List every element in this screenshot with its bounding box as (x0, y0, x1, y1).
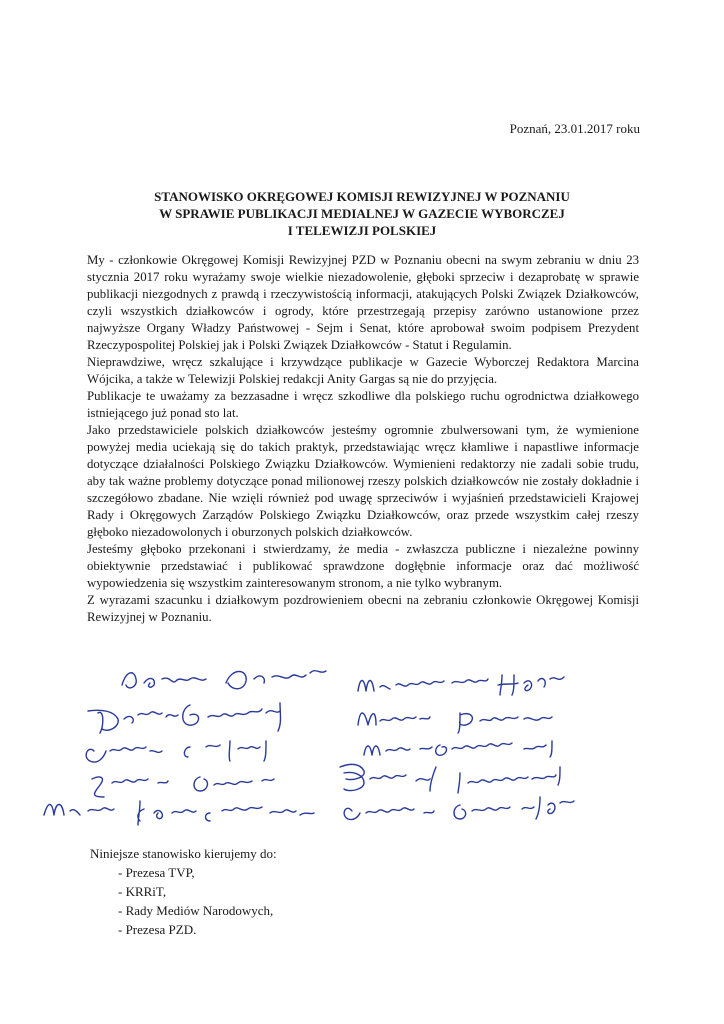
document-title (90, 188, 634, 239)
date-line: Poznań, 23.01.2017 roku (509, 121, 640, 136)
recipients-list (90, 863, 277, 939)
signature-left-5 (44, 801, 314, 825)
body-paragraph-2: Nieprawdziwe, wręcz szkalujące i krzywdzące publikacje w Gazecie Wyborczej Redaktora Marcina Wójcika, a także w Telewizji Polskiej redakcji Anity Gargas są nie do przyjęcia. (87, 355, 639, 386)
document-body (87, 252, 639, 626)
signature-right-2 (358, 713, 552, 733)
recipient-item: - Rady Mediów Narodowych, (118, 903, 274, 918)
signature-left-2 (88, 703, 281, 733)
title-line-2: W SPRAWIE PUBLIKACJI MEDIALNEJ W GAZECIE WYBORCZEJ (159, 206, 565, 221)
signature-right-3 (364, 741, 552, 757)
recipient-item: - KRRiT, (118, 884, 167, 899)
recipients-intro: Niniejsze stanowisko kierujemy do: (90, 846, 277, 861)
signature-left-4 (92, 777, 274, 797)
handwritten-signatures (40, 655, 660, 835)
body-paragraph-6: Z wyrazami szacunku i działkowym pozdrowieniem obecni na zebraniu członkowie Okręgowej Komisji Rewizyjnej w Poznaniu. (87, 593, 639, 624)
title-line-1: STANOWISKO OKRĘGOWEJ KOMISJI REWIZYJNEJ W POZNANIU (154, 189, 570, 204)
signatures-block (40, 655, 660, 835)
title-line-3: I TELEWIZJI POLSKIEJ (287, 223, 437, 238)
body-paragraph-5: Jesteśmy głęboko przekonani i stwierdzamy, że media - zwłaszcza publiczne i niezależne powinny obiektywnie przedstawiać i publikować sprawdzone dogłębnie informacje oraz dać możliwość wypowiedzenia się wszystkim zainteresowanym stronom, a nie tylko wybranym. (87, 542, 639, 590)
recipient-item: - Prezesa TVP, (118, 865, 195, 880)
signature-right-4 (340, 764, 560, 793)
signature-left-1 (122, 671, 326, 689)
recipients-block (90, 844, 277, 939)
signature-left-3 (86, 741, 266, 762)
body-paragraph-1: My - członkowie Okręgowej Komisji Rewizyjnej PZD w Poznaniu obecni na swym zebraniu w dniu 23 stycznia 2017 roku wyrażamy swoje wielkie niezadowolenie, głęboki sprzeciw i dezaprobatę w sprawie publikacji niezgodnych z prawdą i rzeczywistością informacji, atakujących Polski Związek Działkowców, czyli wszystkich działkowców i ogrody, które przestrzegają przepisy zarówno ustanowione przez najwyższe Organy Władzy Państwowej - Sejm i Senat, które aprobował swoim podpisem Prezydent Rzeczypospolitej Polskiej jak i Polski Związek Działkowców - Statut i Regulamin. (87, 253, 639, 352)
signature-right-1 (358, 675, 564, 695)
signature-right-5 (344, 797, 574, 820)
recipient-item: - Prezesa PZD. (118, 922, 197, 937)
body-paragraph-4: Jako przedstawiciele polskich działkowców jesteśmy ogromnie zbulwersowani tym, że wymienione powyżej media uciekają się do takich praktyk, przedstawiając wręcz kłamliwe i napastliwe informacje dotyczące działalności Polskiego Związku Działkowców. Wymienieni redaktorzy nie zadali sobie trudu, aby tak ważne problemy dotyczące ponad milionowej rzeszy polskich działkowców nie zostały dokładnie i szczegółowo zbadane. Nie wzięli również pod uwagę sprzeciwów i wyjaśnień przedstawicieli Krajowej Rady i Okręgowych Zarządów Polskiego Związku Działkowców, oraz przede wszystkim całej rzeszy głęboko niezadowolonych i oburzonych polskich działkowców. (87, 423, 639, 539)
body-paragraph-3: Publikacje te uważamy za bezzasadne i wręcz szkodliwe dla polskiego ruchu ogrodnictwa działkowego istniejącego już ponad sto lat. (87, 389, 639, 420)
